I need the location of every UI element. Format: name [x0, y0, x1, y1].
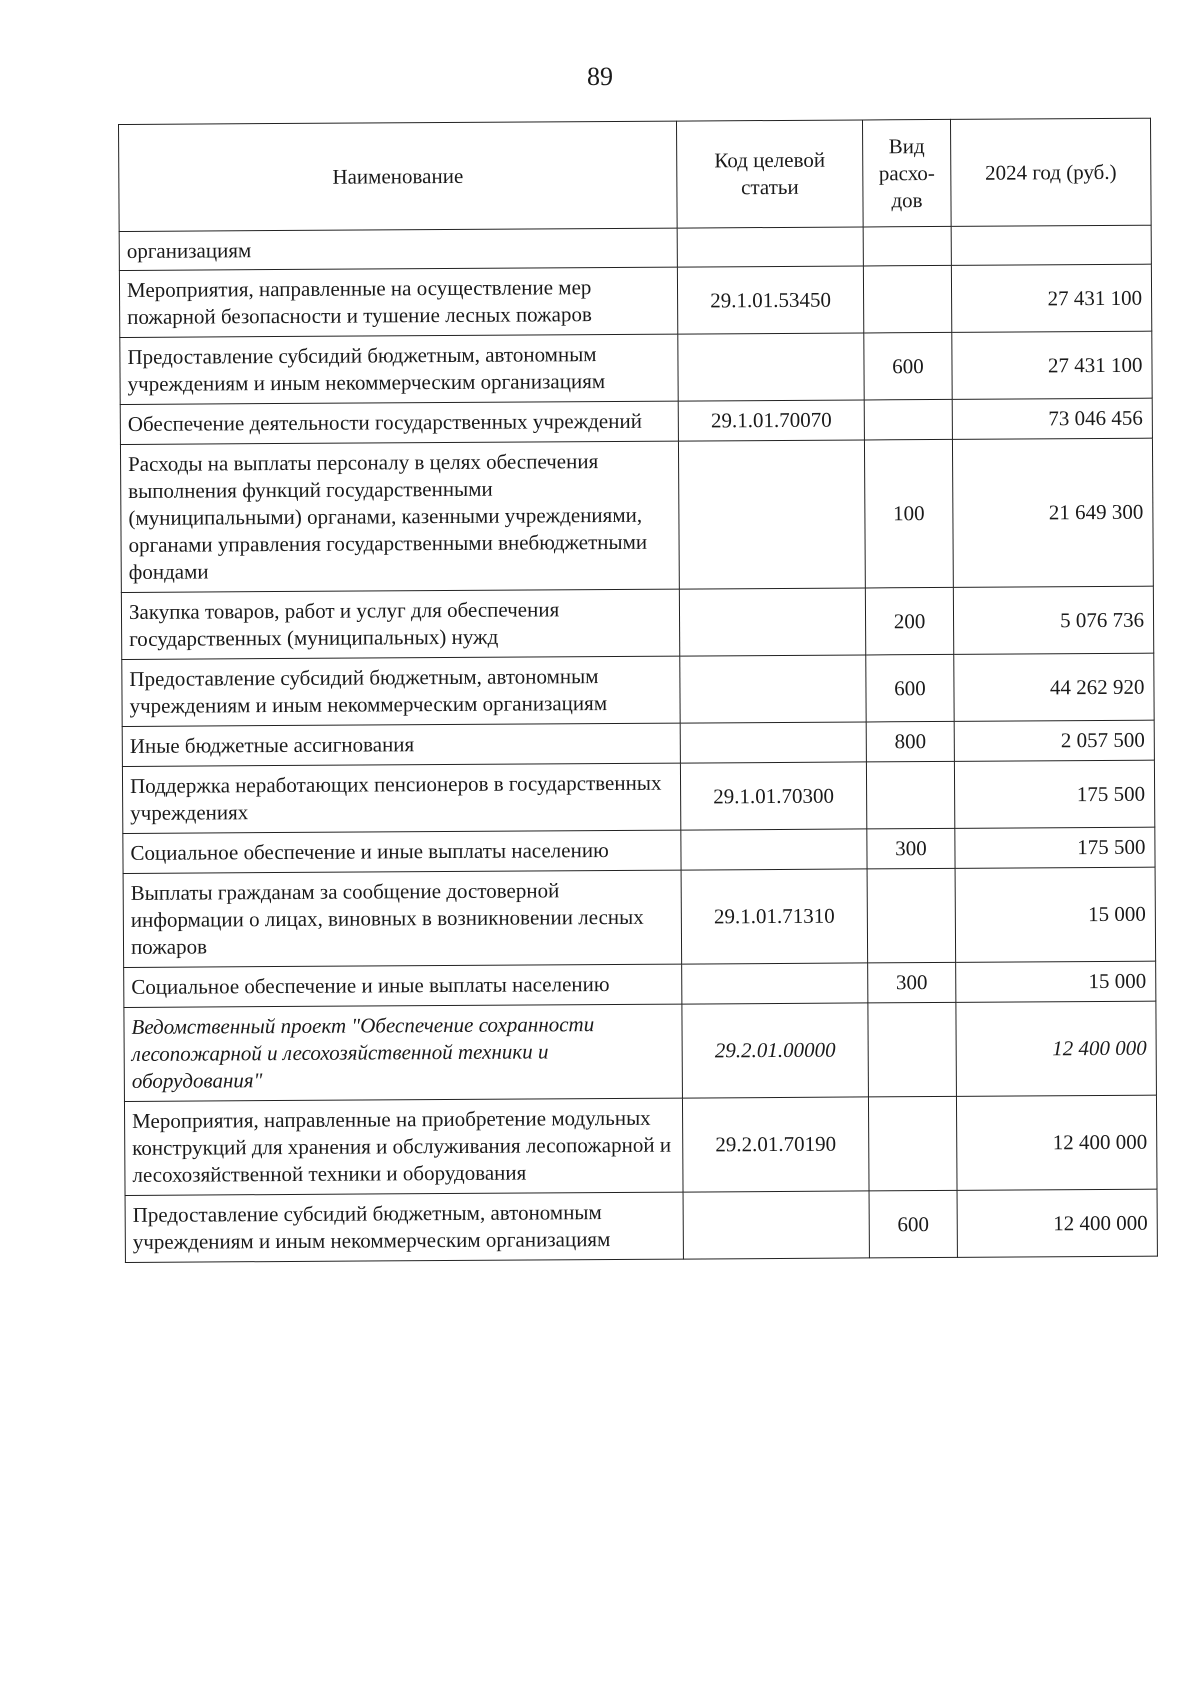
table-row [123, 827, 1155, 873]
row-type-cell [863, 265, 951, 333]
row-name-cell: Мероприятия, направленные на приобретение модульных конструкций для хранения и обслуживания лесопожарной и лесохозяйственной техники и оборудования [124, 1098, 683, 1195]
table-row [123, 867, 1156, 967]
table-row [119, 264, 1151, 337]
row-type-cell [868, 1096, 957, 1191]
row-name-cell: Закупка товаров, работ и услуг для обеспечения государственных (муниципальных) нужд [121, 589, 679, 659]
table-header [119, 118, 1152, 231]
row-code-cell [681, 829, 867, 870]
row-name-cell: Социальное обеспечение и иные выплаты населению [124, 964, 682, 1007]
table-row [121, 586, 1153, 659]
row-name-cell: Расходы на выплаты персоналу в целях обеспечения выполнения функций государственными (муниципальными) органами, казенными учреждениями, органами управления государственными внебюджетными фондами [120, 441, 679, 592]
row-name-cell: Иные бюджетные ассигнования [122, 723, 680, 766]
row-amount-cell: 5 076 736 [953, 586, 1153, 654]
table-row [124, 1001, 1157, 1101]
row-amount-cell: 175 500 [955, 827, 1155, 868]
row-name-cell: Обеспечение деятельности государственных учреждений [120, 401, 678, 444]
row-type-cell: 200 [865, 587, 953, 655]
row-name-cell: Ведомственный проект "Обеспечение сохранности лесопожарной и лесохозяйственной техники и оборудования" [124, 1004, 683, 1101]
row-name-cell: Предоставление субсидий бюджетным, автономным учреждениям и иным некоммерческим организациям [122, 656, 680, 726]
row-amount-cell: 15 000 [955, 867, 1156, 962]
row-code-cell: 29.1.01.71310 [681, 869, 868, 964]
table-body [119, 225, 1157, 1262]
row-amount-cell: 21 649 300 [952, 438, 1153, 587]
row-type-cell [863, 226, 951, 266]
row-amount-cell: 15 000 [956, 961, 1156, 1002]
page-number: 89 [587, 62, 613, 91]
row-code-cell [680, 655, 866, 723]
row-amount-cell: 27 431 100 [951, 264, 1151, 332]
row-amount-cell: 27 431 100 [952, 331, 1152, 399]
row-type-cell [864, 399, 952, 440]
row-code-cell: 29.1.01.53450 [677, 266, 863, 334]
table-row [122, 760, 1154, 833]
header-type: Вид расхо-дов [862, 119, 951, 227]
row-code-cell [683, 1191, 869, 1259]
row-code-cell: 29.2.01.70190 [682, 1097, 869, 1192]
row-amount-cell: 12 400 000 [957, 1189, 1157, 1257]
table-row [124, 961, 1156, 1007]
budget-table [118, 118, 1158, 1263]
header-code: Код целевой статьи [676, 120, 863, 228]
row-type-cell: 600 [869, 1190, 957, 1258]
row-code-cell: 29.2.01.00000 [682, 1003, 869, 1098]
row-code-cell [678, 440, 865, 589]
table-row [124, 1095, 1157, 1195]
row-type-cell: 800 [866, 721, 954, 762]
row-type-cell: 600 [864, 332, 952, 400]
row-code-cell [682, 963, 868, 1004]
row-type-cell: 100 [864, 439, 953, 588]
row-amount-cell: 12 400 000 [956, 1001, 1157, 1096]
row-type-cell: 300 [867, 828, 955, 869]
table-row [120, 398, 1152, 444]
table-row [122, 653, 1154, 726]
row-code-cell [680, 722, 866, 763]
row-name-cell: Поддержка неработающих пенсионеров в государственных учреждениях [122, 763, 680, 833]
row-name-cell: Выплаты гражданам за сообщение достоверной информации о лицах, виновных в возникновении лесных пожаров [123, 870, 682, 967]
table-row [119, 225, 1151, 270]
row-amount-cell: 12 400 000 [956, 1095, 1157, 1190]
row-name-cell: организациям [119, 228, 677, 270]
row-code-cell [677, 227, 863, 267]
row-type-cell: 600 [866, 654, 954, 722]
row-name-cell: Предоставление субсидий бюджетным, автономным учреждениям и иным некоммерческим организациям [120, 334, 678, 404]
row-code-cell [678, 333, 864, 401]
row-amount-cell: 2 057 500 [954, 720, 1154, 761]
table-row [120, 331, 1152, 404]
row-amount-cell [951, 225, 1151, 265]
row-code-cell [679, 588, 865, 656]
row-amount-cell: 44 262 920 [954, 653, 1154, 721]
table-row [125, 1189, 1157, 1262]
row-type-cell [867, 868, 956, 963]
table-row [120, 438, 1153, 592]
row-type-cell: 300 [868, 962, 956, 1003]
header-amount: 2024 год (руб.) [950, 118, 1151, 226]
row-name-cell: Предоставление субсидий бюджетным, автономным учреждениям и иным некоммерческим организациям [125, 1192, 683, 1262]
row-code-cell: 29.1.01.70300 [680, 762, 866, 830]
row-amount-cell: 175 500 [954, 760, 1154, 828]
row-type-cell [868, 1002, 957, 1097]
row-code-cell: 29.1.01.70070 [678, 400, 864, 441]
row-type-cell [866, 761, 954, 829]
header-row [119, 118, 1152, 231]
table-row [122, 720, 1154, 766]
header-name: Наименование [119, 121, 678, 231]
row-amount-cell: 73 046 456 [952, 398, 1152, 439]
row-name-cell: Социальное обеспечение и иные выплаты населению [123, 830, 681, 873]
row-name-cell: Мероприятия, направленные на осуществление мер пожарной безопасности и тушение лесных пожаров [119, 267, 677, 337]
